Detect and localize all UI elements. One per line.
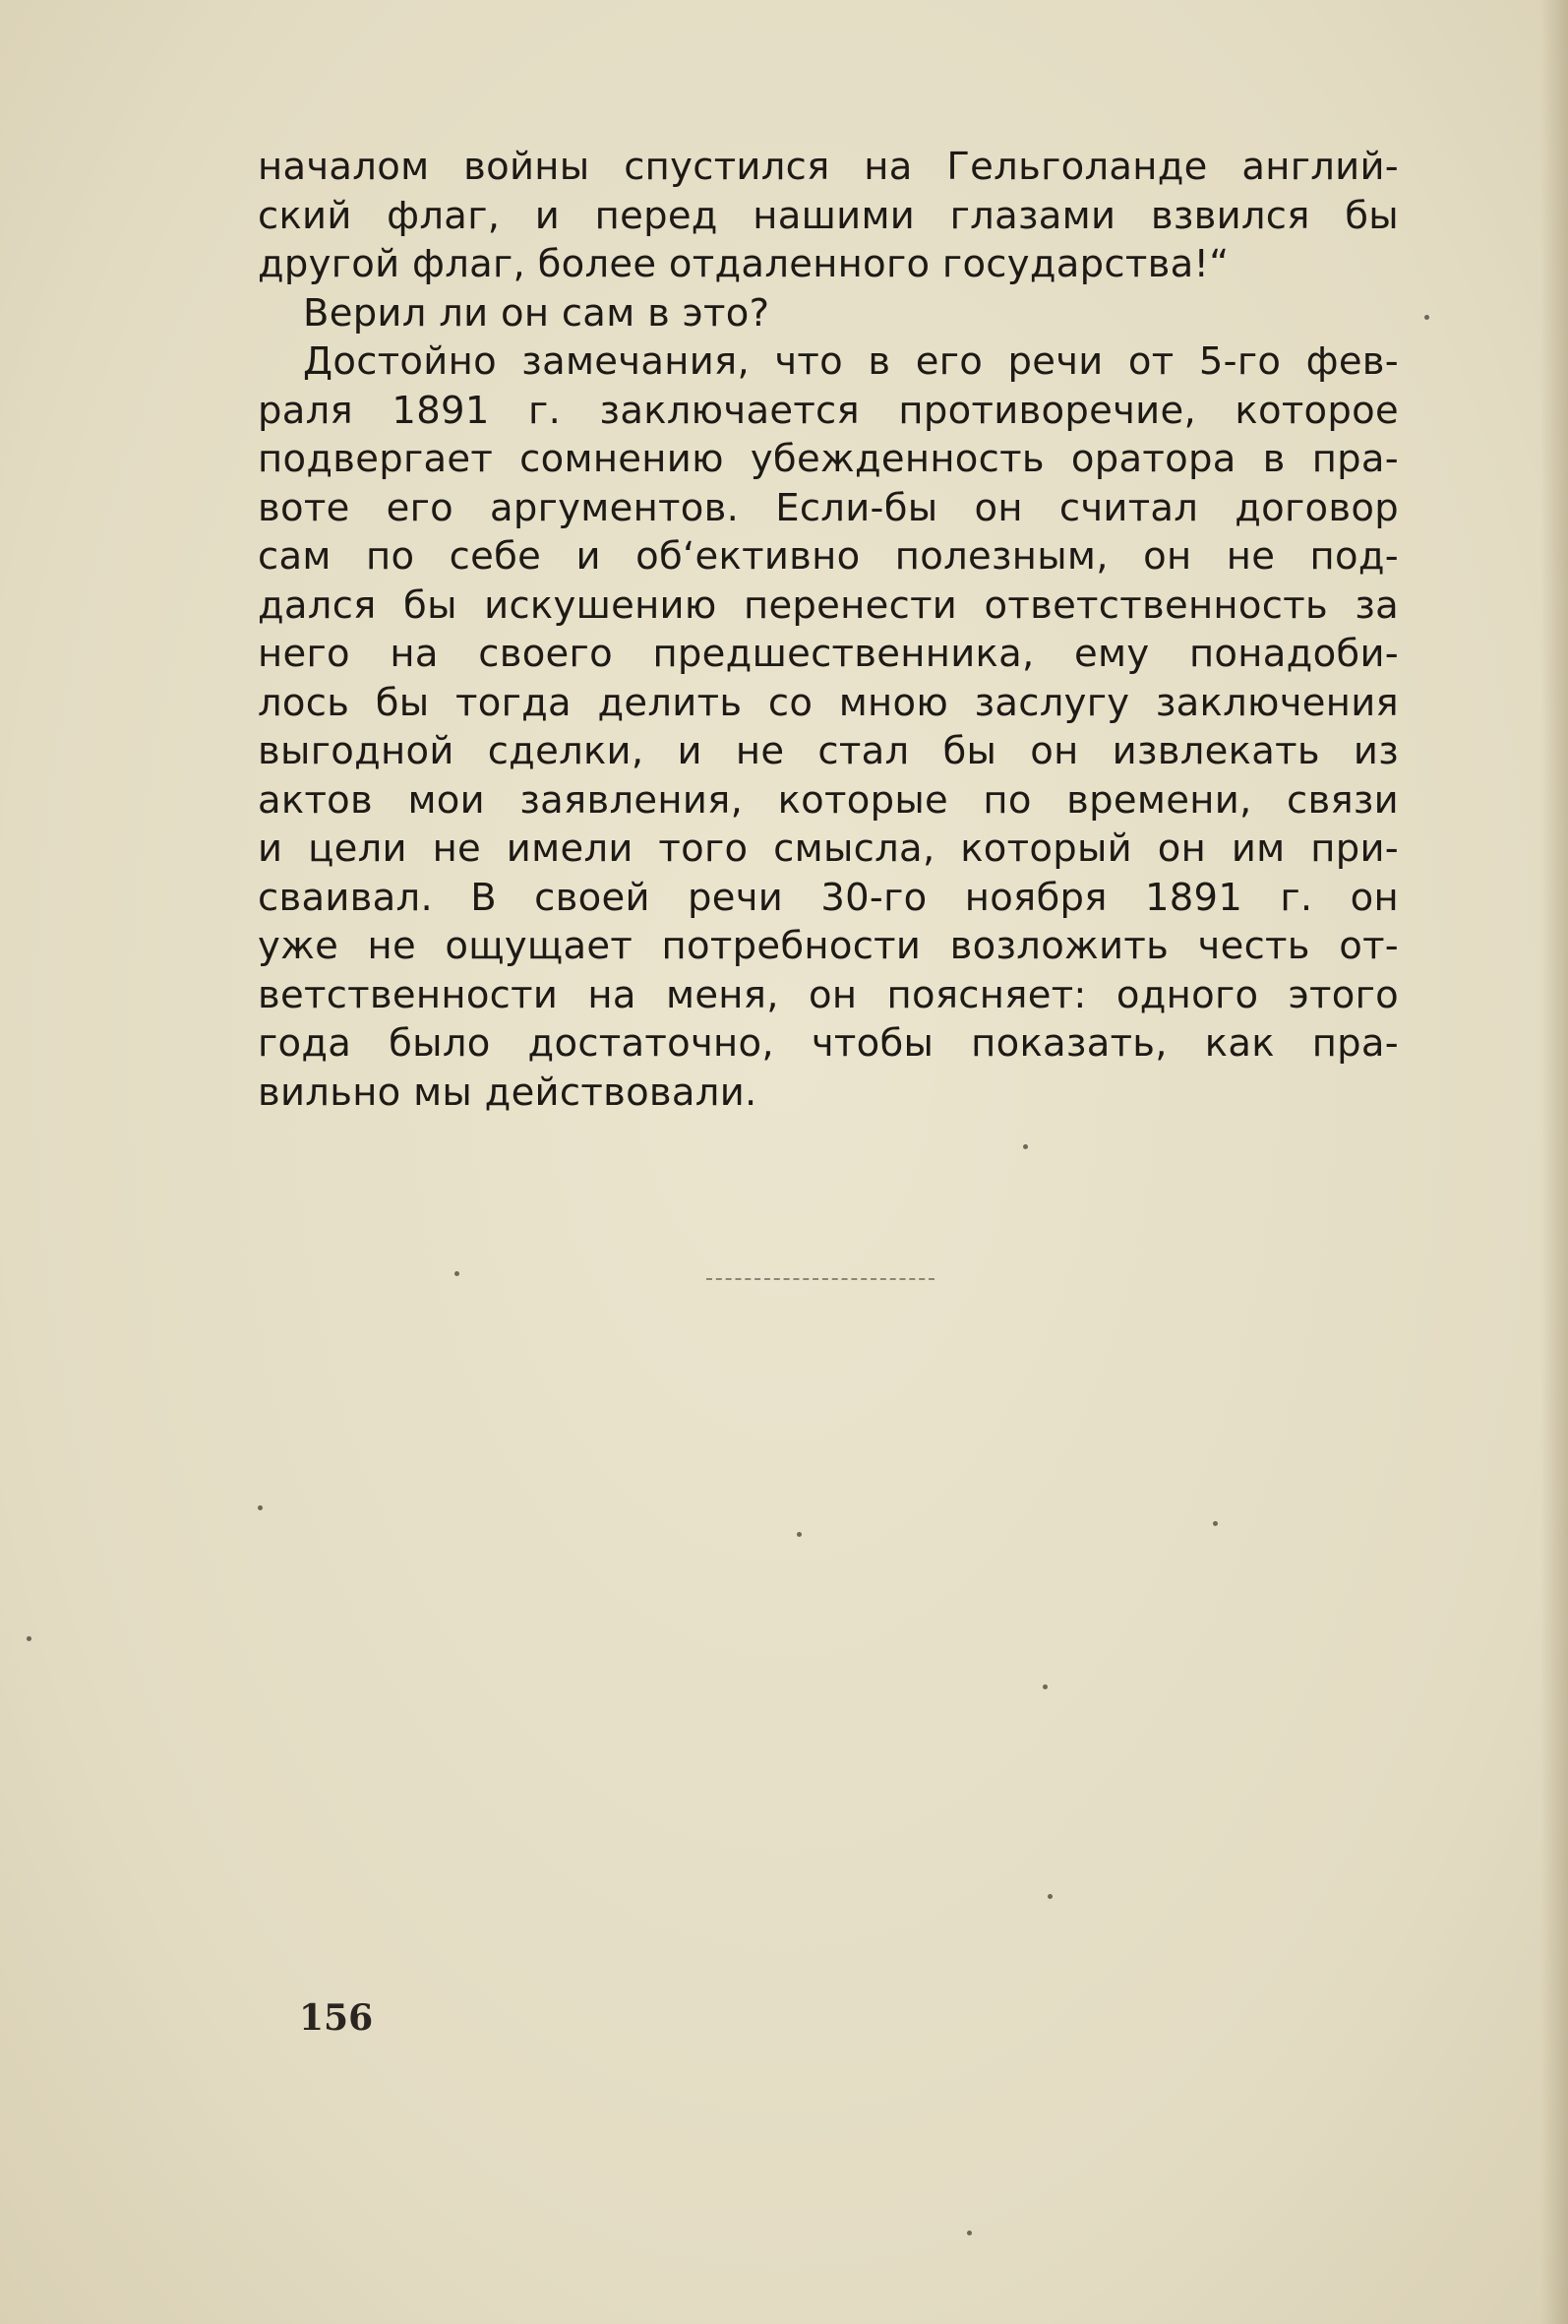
text-line: Верил ли он сам в это? <box>303 290 770 336</box>
page-edge-shadow <box>1540 0 1568 2324</box>
text-line: него на своего предшественника, ему понадоби- <box>258 632 1399 676</box>
paper-speck <box>1043 1684 1048 1689</box>
paper-speck <box>967 2231 972 2235</box>
paper-speck <box>1213 1521 1218 1526</box>
text-line: выгодной сделки, и не стал бы он извлекать из <box>258 729 1399 773</box>
section-divider <box>706 1278 935 1280</box>
text-line: уже не ощущает потребности возложить честь от- <box>258 924 1399 968</box>
text-line: актов мои заявления, которые по времени, связи <box>258 777 1399 823</box>
text-line: сваивал. В своей речи 30-го ноября 1891 г. он <box>258 875 1399 920</box>
paper-speck <box>258 1505 263 1510</box>
text-line: лось бы тогда делить со мною заслугу заключения <box>258 680 1399 725</box>
text-line: года было достаточно, чтобы показать, как пра- <box>258 1021 1399 1066</box>
text-line: вильно мы действовали. <box>258 1070 757 1115</box>
text-line: Достойно замечания, что в его речи от 5-го фев- <box>303 339 1399 384</box>
paper-speck <box>1424 315 1429 320</box>
text-line: сам по себе и об‘ективно полезным, он не под- <box>258 534 1399 579</box>
text-line: ветственности на меня, он поясняет: одного этого <box>258 972 1399 1017</box>
paper-speck <box>454 1271 459 1276</box>
paper-speck <box>27 1636 31 1641</box>
text-line: и цели не имели того смысла, который он им при- <box>258 826 1399 871</box>
text-line: раля 1891 г. заключается противоречие, которое <box>258 388 1399 433</box>
text-line: дался бы искушению перенести ответственность за <box>258 582 1399 628</box>
text-line: воте его аргументов. Если-бы он считал договор <box>258 485 1399 530</box>
page-number: 156 <box>299 1997 374 2039</box>
paper-speck <box>1048 1894 1053 1899</box>
text-line: подвергает сомнению убежденность оратора в пра- <box>258 437 1399 481</box>
paper-speck <box>1023 1144 1028 1149</box>
paper-speck <box>797 1532 802 1537</box>
text-line: ский флаг, и перед нашими глазами взвился бы <box>258 193 1399 238</box>
text-line: другой флаг, более отдаленного государства!“ <box>258 242 1230 286</box>
body-text <box>258 143 1399 1117</box>
text-line: началом войны спустился на Гельголанде англий- <box>258 145 1399 189</box>
